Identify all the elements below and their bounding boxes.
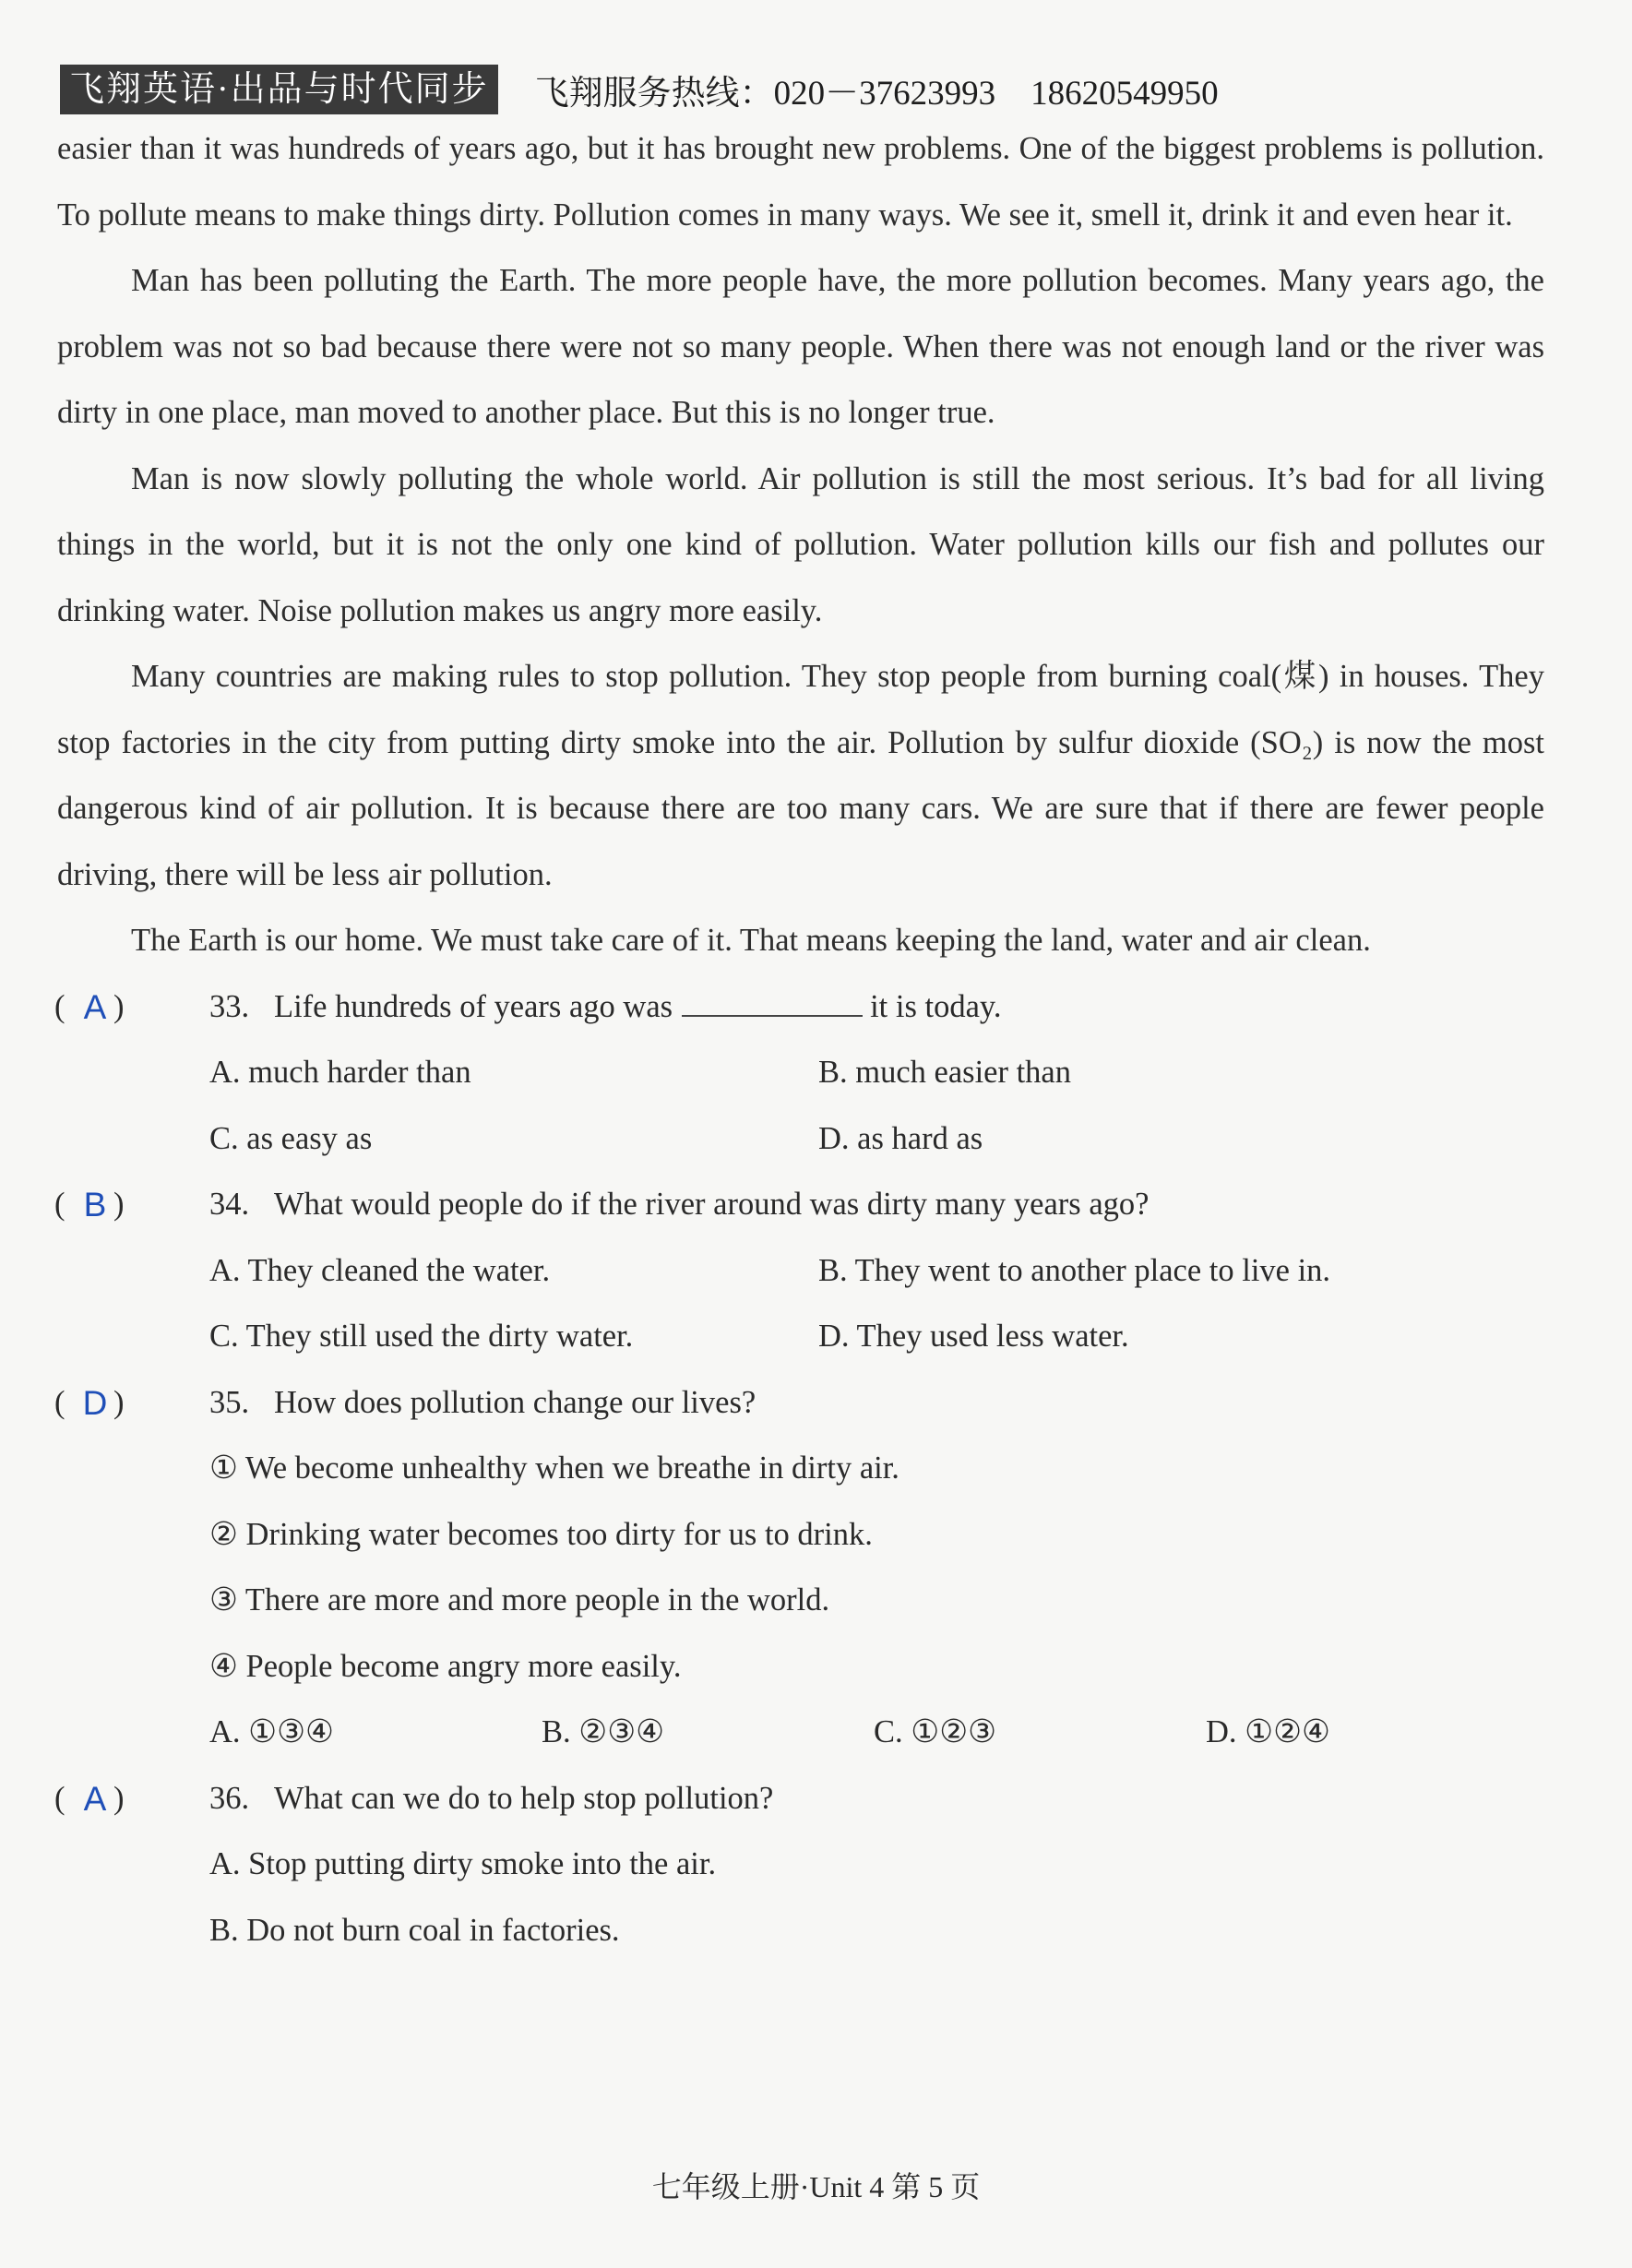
- statement-3: ③ There are more and more people in the world.: [209, 1582, 830, 1617]
- page-footer: 七年级上册·Unit 4 第 5 页: [651, 2170, 981, 2203]
- hotline-label: 飞翔服务热线：020－37623993: [534, 75, 996, 113]
- option-c: C. ①②③: [874, 1714, 997, 1749]
- answer-blank: [682, 993, 863, 1017]
- option-a: A. They cleaned the water.: [209, 1252, 551, 1288]
- options-row: [57, 1106, 1544, 1173]
- question-36: [54, 1766, 1544, 1832]
- page-content: [54, 116, 1544, 1964]
- page-header: [60, 65, 1254, 114]
- passage-paragraph-5: The Earth is our home. We must take care of it. That means keeping the land, water and air clean.: [131, 923, 1371, 958]
- passage-paragraph-3: Man is now slowly polluting the whole world. Air pollution is still the most serious. It’s bad for all living things in the world, but it is not the only one kind of pollution. Water pollution kills our fish and pollutes our drinking water. Noise pollution makes us angry more easily.: [57, 460, 1544, 628]
- question-text: Life hundreds of years ago was it is today.: [274, 988, 1002, 1024]
- answer-mark: A: [83, 1779, 107, 1818]
- question-text: What can we do to help stop pollution?: [274, 1780, 774, 1816]
- question-text: What would people do if the river around was dirty many years ago?: [274, 1187, 1150, 1222]
- answer-slot: ( B ): [54, 1172, 209, 1238]
- option-c: C. They still used the dirty water.: [209, 1319, 634, 1354]
- option-d: D. They used less water.: [818, 1319, 1129, 1354]
- question-number: 36.: [209, 1780, 250, 1816]
- question-number: 34.: [209, 1187, 250, 1222]
- answer-slot: ( A ): [54, 974, 209, 1041]
- hotline-phone: 18620549950: [1030, 75, 1219, 113]
- option-a: A. ①③④: [209, 1714, 334, 1749]
- options-row: [57, 1700, 1544, 1766]
- option-d: D. as hard as: [818, 1120, 983, 1156]
- option-b: B. ②③④: [542, 1714, 665, 1749]
- question-35: [54, 1370, 1544, 1437]
- answer-mark: D: [82, 1383, 108, 1422]
- option-b: B. They went to another place to live in.: [818, 1252, 1331, 1288]
- options-row: [57, 1040, 1544, 1106]
- question-34: [54, 1172, 1544, 1238]
- brand-banner: 飞翔英语·出品与时代同步: [60, 65, 498, 114]
- options-row: [57, 1238, 1544, 1305]
- answer-mark: B: [83, 1186, 107, 1224]
- hotline: [535, 65, 1254, 114]
- passage-paragraph-1: easier than it was hundreds of years ago, but it has brought new problems. One of the biggest problems is pollution. To pollute means to make things dirty. Pollution comes in many ways. We see it, smell it, drink it and even hear it.: [57, 131, 1544, 233]
- option-b: B. much easier than: [818, 1055, 1071, 1090]
- passage-paragraph-2: Man has been polluting the Earth. The more people have, the more pollution becomes. Many years ago, the problem was not so bad because there were not so many people. When there was not enough land or the river was dirty in one place, man moved to another place. But this is no longer true.: [57, 263, 1544, 430]
- option-b: B. Do not burn coal in factories.: [209, 1912, 620, 1948]
- answer-slot: ( D ): [54, 1370, 209, 1437]
- answer-mark: A: [83, 987, 107, 1026]
- option-a: A. Stop putting dirty smoke into the air.: [209, 1846, 717, 1881]
- question-33: [54, 974, 1544, 1041]
- option-a: A. much harder than: [209, 1055, 471, 1090]
- statement-2: ② Drinking water becomes too dirty for us to drink.: [209, 1516, 873, 1552]
- options-row: [57, 1304, 1544, 1370]
- statement-4: ④ People become angry more easily.: [209, 1648, 682, 1684]
- option-c: C. as easy as: [209, 1120, 373, 1156]
- option-d: D. ①②④: [1206, 1714, 1330, 1749]
- passage-paragraph-4: Many countries are making rules to stop pollution. They stop people from burning coal(煤) in houses. They stop factories in the city from putting dirty smoke into the air. Pollution by sulfur dioxide (SO₂) is now the most dangerous kind of air pollution. It is because there are too many cars. We are sure that if there are fewer people driving, there will be less air pollution.: [57, 659, 1544, 892]
- question-number: 35.: [209, 1384, 250, 1420]
- question-text: How does pollution change our lives?: [274, 1384, 756, 1420]
- question-number: 33.: [209, 988, 250, 1024]
- statement-1: ① We become unhealthy when we breathe in dirty air.: [209, 1450, 899, 1486]
- answer-slot: ( A ): [54, 1766, 209, 1832]
